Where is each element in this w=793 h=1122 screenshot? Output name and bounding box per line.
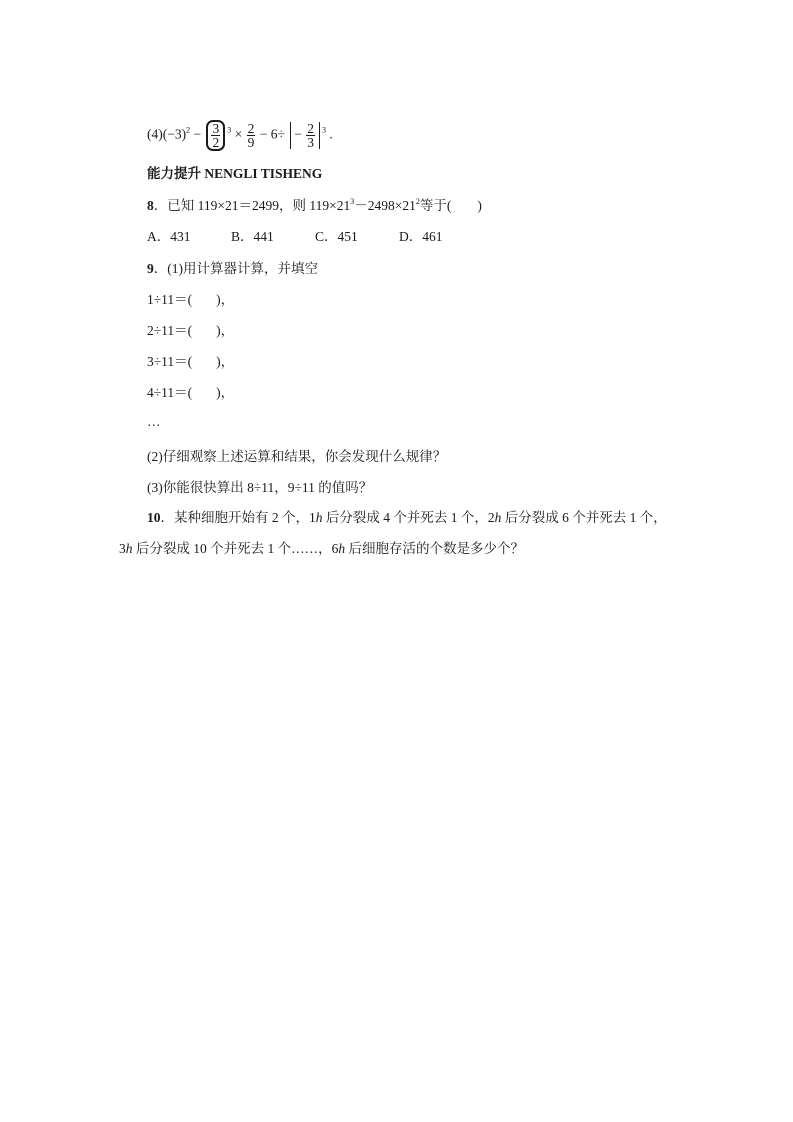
- q4-frac3: $\frac{2}{3}$: [307, 121, 315, 150]
- q9-part3: (3)你能很快算出 8÷11，9÷11 的值吗？: [147, 480, 373, 495]
- q8-options: [147, 229, 483, 245]
- q8-stem: 8．已知 119×21＝2499，则 $119\times 21^3-2498\times 21^2$等于( ): [147, 197, 482, 213]
- q8-option-a: A．431: [147, 229, 191, 244]
- q8-option-d: D．461: [399, 229, 443, 244]
- q9-row-1: 1÷11＝( )，: [147, 292, 235, 307]
- q4-paren-group: [206, 120, 225, 151]
- q9-row-2: 2÷11＝( )，: [147, 323, 235, 338]
- q4-exp3b: 3: [322, 125, 327, 135]
- q4-abs-group: [290, 122, 320, 149]
- q4-frac1: $\frac{3}{2}$: [212, 121, 220, 150]
- q9-part2: (2)仔细观察上述运算和结果，你会发现什么规律？: [147, 449, 447, 464]
- q4-frac2: $\frac{2}{9}$: [247, 121, 255, 150]
- q10-number: 10: [147, 510, 161, 525]
- q4-exp3: 3: [227, 125, 232, 135]
- q4-expression: [147, 120, 333, 151]
- q4-minus: −: [193, 126, 202, 142]
- q8-option-c: C．451: [315, 229, 358, 244]
- q4-exp2: 2: [186, 125, 191, 135]
- q4-abs-sign: −: [294, 126, 302, 142]
- q8-option-b: B．441: [231, 229, 274, 244]
- q9-row-4: 4÷11＝( )，: [147, 385, 235, 400]
- q9-title: 9．(1)用计算器计算，并填空: [147, 261, 318, 276]
- q9-ellipsis: …: [147, 414, 161, 429]
- q4-mid: − 6÷: [259, 126, 285, 142]
- q10-line-1: 10．某种细胞开始有 2 个，1h 后分裂成 4 个并死去 1 个，2h 后分裂成 6 个并死去 1 个，: [147, 510, 667, 525]
- q9-row-3: 3÷11＝( )，: [147, 354, 235, 369]
- q8-number: 8: [147, 198, 154, 213]
- q4-end: .: [329, 126, 333, 142]
- q4-label: (4)(−3): [147, 126, 187, 142]
- q10-line-2: 3h 后分裂成 10 个并死去 1 个……，6h 后细胞存活的个数是多少个？: [119, 541, 524, 556]
- q9-number: 9: [147, 261, 154, 276]
- section-title: 能力提升 NENGLI TISHENG: [147, 166, 323, 181]
- q4-times: ×: [234, 126, 243, 142]
